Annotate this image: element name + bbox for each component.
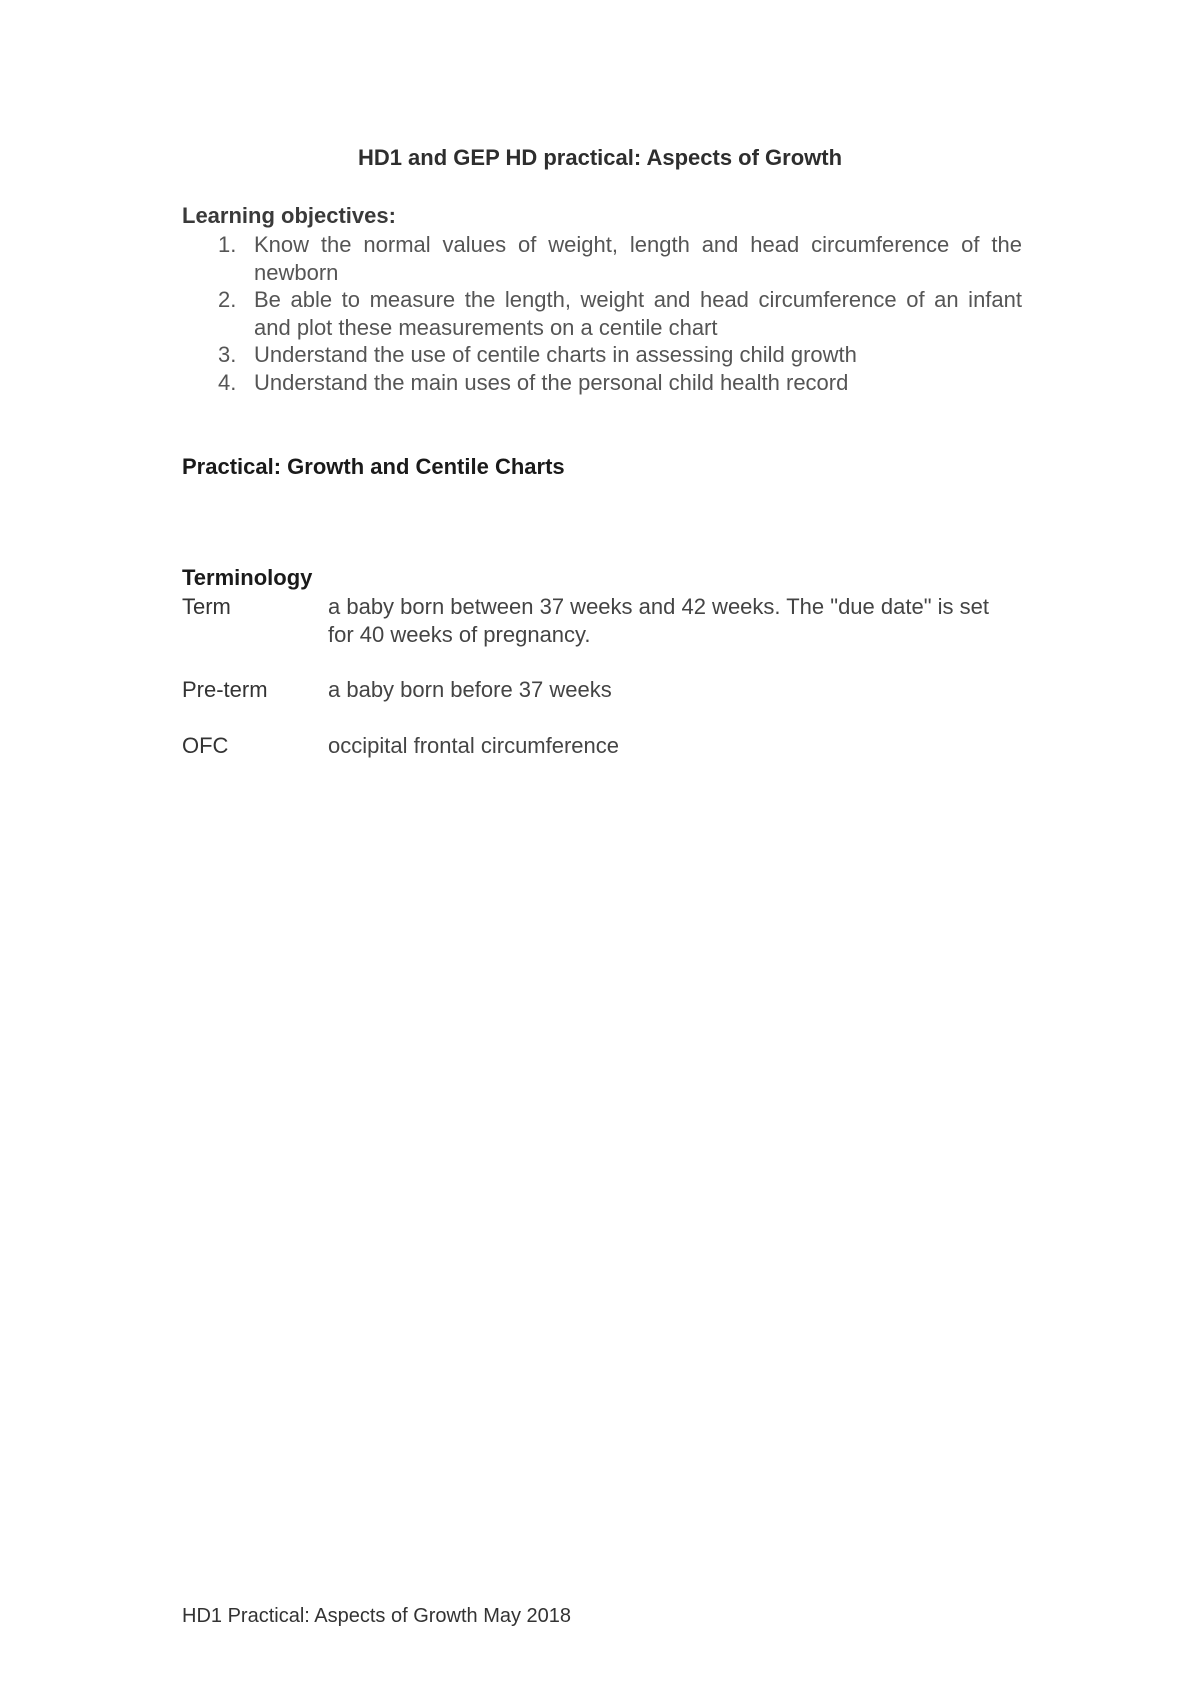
terminology-entry [182, 676, 1022, 704]
list-item [182, 369, 1022, 397]
terminology-entry [182, 593, 1022, 648]
list-item-text: Be able to measure the length, weight and head circumference of an infant and plot these measurements on a centile chart [254, 287, 1022, 340]
terminology-list [182, 593, 1022, 787]
list-item-number: 1. [218, 232, 237, 257]
term-label: Term [182, 594, 231, 619]
list-item-number: 4. [218, 369, 237, 395]
list-item [182, 341, 1022, 369]
term-label: Pre-term [182, 677, 268, 702]
list-item-text: Know the normal values of weight, length and head circumference of the newborn [254, 232, 1022, 285]
list-item [182, 231, 1022, 286]
learning-objectives-list [182, 231, 1022, 396]
document-title: HD1 and GEP HD practical: Aspects of Growth [357, 145, 843, 170]
list-item-number: 3. [218, 342, 237, 367]
term-definition: a baby born between 37 weeks and 42 weeks. The "due date" is set for 40 weeks of pregnancy. [328, 594, 989, 647]
term-definition: occipital frontal circumference [328, 732, 620, 758]
practical-heading: Practical: Growth and Centile Charts [182, 454, 565, 479]
terminology-entry [182, 732, 1022, 760]
page-footer: HD1 Practical: Aspects of Growth May 2018 [182, 1605, 572, 1627]
term-label: OFC [182, 732, 229, 758]
list-item-number: 2. [218, 287, 237, 312]
list-item [182, 286, 1022, 341]
term-definition: a baby born before 37 weeks [328, 677, 612, 702]
list-item-text: Understand the main uses of the personal child health record [254, 369, 849, 395]
list-item-text: Understand the use of centile charts in assessing child growth [254, 342, 857, 367]
terminology-heading: Terminology [182, 565, 313, 590]
learning-objectives-heading: Learning objectives: [182, 203, 396, 228]
